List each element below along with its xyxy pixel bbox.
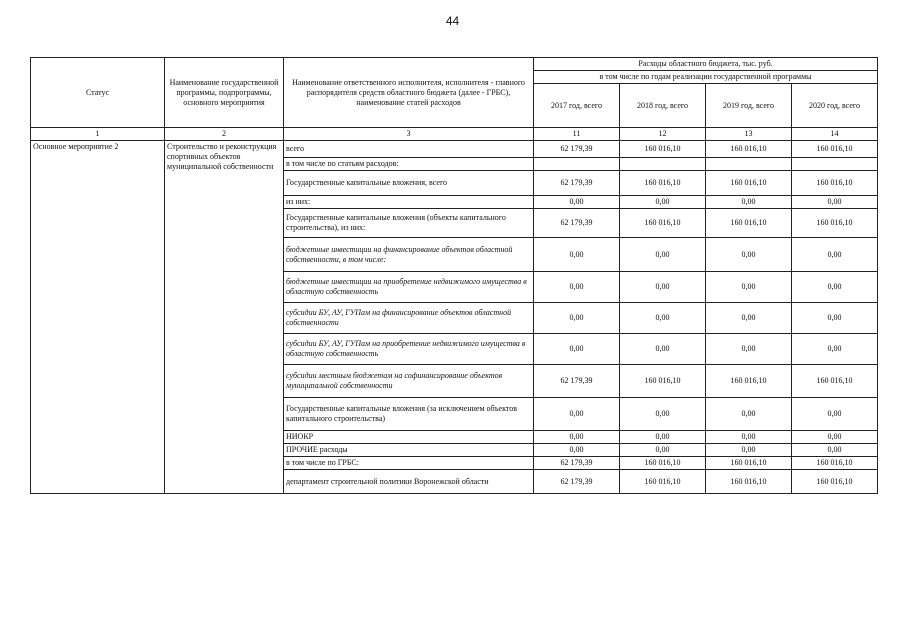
value-cell: 0,00 [620, 238, 706, 272]
value-cell: 0,00 [534, 196, 620, 209]
row-label: в том числе по ГРБС: [284, 457, 534, 470]
value-cell: 0,00 [534, 334, 620, 365]
value-cell: 0,00 [534, 303, 620, 334]
value-cell: 0,00 [706, 431, 792, 444]
value-cell: 160 016,10 [620, 365, 706, 398]
value-cell: 62 179,39 [534, 171, 620, 196]
value-cell: 0,00 [792, 303, 878, 334]
value-cell: 0,00 [620, 272, 706, 303]
value-cell: 160 016,10 [792, 470, 878, 494]
value-cell: 62 179,39 [534, 209, 620, 238]
value-cell: 0,00 [792, 431, 878, 444]
value-cell: 62 179,39 [534, 365, 620, 398]
value-cell: 160 016,10 [792, 365, 878, 398]
value-cell: 0,00 [534, 398, 620, 431]
value-cell: 0,00 [706, 334, 792, 365]
value-cell: 0,00 [706, 196, 792, 209]
value-cell [792, 158, 878, 171]
value-cell: 160 016,10 [792, 457, 878, 470]
col-number: 14 [792, 128, 878, 141]
value-cell: 0,00 [534, 272, 620, 303]
table-row [31, 141, 878, 158]
value-cell: 0,00 [706, 444, 792, 457]
col-number: 12 [620, 128, 706, 141]
value-cell [706, 158, 792, 171]
row-label: бюджетные инвестиции на приобретение недвижимого имущества в областную собственность [284, 272, 534, 303]
value-cell: 160 016,10 [620, 209, 706, 238]
value-cell: 0,00 [534, 444, 620, 457]
value-cell: 0,00 [534, 431, 620, 444]
page-number: 44 [445, 14, 460, 28]
value-cell: 160 016,10 [620, 141, 706, 158]
value-cell: 0,00 [534, 238, 620, 272]
value-cell: 0,00 [706, 303, 792, 334]
value-cell: 0,00 [792, 334, 878, 365]
value-cell: 160 016,10 [620, 171, 706, 196]
value-cell: 0,00 [706, 272, 792, 303]
value-cell: 0,00 [620, 398, 706, 431]
header-year-2020: 2020 год, всего [792, 84, 878, 128]
value-cell [620, 158, 706, 171]
header-executor: Наименование ответственного исполнителя, исполнителя - главного распорядителя средств областного бюджета (далее - ГРБС), наименование статей расходов [284, 58, 534, 128]
row-label: всего [284, 141, 534, 158]
budget-table [30, 57, 878, 494]
value-cell: 0,00 [792, 444, 878, 457]
value-cell: 160 016,10 [620, 470, 706, 494]
value-cell: 160 016,10 [792, 209, 878, 238]
value-cell: 160 016,10 [706, 209, 792, 238]
value-cell: 160 016,10 [706, 457, 792, 470]
row-label: НИОКР [284, 431, 534, 444]
value-cell: 0,00 [792, 196, 878, 209]
value-cell: 0,00 [620, 303, 706, 334]
value-cell: 160 016,10 [706, 365, 792, 398]
value-cell: 0,00 [620, 444, 706, 457]
value-cell: 160 016,10 [792, 171, 878, 196]
col-number: 3 [284, 128, 534, 141]
value-cell: 160 016,10 [706, 470, 792, 494]
row-label: Государственные капитальные вложения (за исключением объектов капитального строительства) [284, 398, 534, 431]
col-number: 13 [706, 128, 792, 141]
value-cell: 160 016,10 [792, 141, 878, 158]
row-label: Государственные капитальные вложения (объекты капитального строительства), из них: [284, 209, 534, 238]
value-cell: 0,00 [620, 334, 706, 365]
header-year-2019: 2019 год, всего [706, 84, 792, 128]
value-cell: 160 016,10 [620, 457, 706, 470]
value-cell: 62 179,39 [534, 141, 620, 158]
header-by-years: в том числе по годам реализации государственной программы [534, 71, 878, 84]
header-program-name: Наименование государственной программы, подпрограммы, основного мероприятия [165, 58, 284, 128]
value-cell: 62 179,39 [534, 457, 620, 470]
value-cell: 62 179,39 [534, 470, 620, 494]
row-label: субсидии местным бюджетам на софинансирование объектов муниципальной собственности [284, 365, 534, 398]
value-cell: 0,00 [706, 398, 792, 431]
program-cell: Строительство и реконструкция спортивных объектов муниципальной собственности [165, 141, 284, 494]
row-label: субсидии БУ, АУ, ГУПам на приобретение недвижимого имущества в областную собственность [284, 334, 534, 365]
value-cell: 0,00 [792, 272, 878, 303]
row-label: субсидии БУ, АУ, ГУПам на финансирование объектов областной собственности [284, 303, 534, 334]
row-label: в том числе по статьям расходов: [284, 158, 534, 171]
row-label: бюджетные инвестиции на финансирование объектов областной собственности, в том числе: [284, 238, 534, 272]
value-cell: 160 016,10 [706, 171, 792, 196]
col-number: 11 [534, 128, 620, 141]
col-number: 2 [165, 128, 284, 141]
value-cell: 0,00 [792, 238, 878, 272]
value-cell [534, 158, 620, 171]
value-cell: 0,00 [620, 196, 706, 209]
status-cell: Основное мероприятие 2 [31, 141, 165, 494]
row-label: департамент строительной политики Воронежской области [284, 470, 534, 494]
header-status: Статус [31, 58, 165, 128]
column-number-row [31, 128, 878, 141]
value-cell: 0,00 [792, 398, 878, 431]
header-expenses: Расходы областного бюджета, тыс. руб. [534, 58, 878, 71]
value-cell: 0,00 [620, 431, 706, 444]
header-year-2017: 2017 год, всего [534, 84, 620, 128]
row-label: ПРОЧИЕ расходы [284, 444, 534, 457]
row-label: из них: [284, 196, 534, 209]
col-number: 1 [31, 128, 165, 141]
header-year-2018: 2018 год, всего [620, 84, 706, 128]
value-cell: 0,00 [706, 238, 792, 272]
row-label: Государственные капитальные вложения, всего [284, 171, 534, 196]
value-cell: 160 016,10 [706, 141, 792, 158]
